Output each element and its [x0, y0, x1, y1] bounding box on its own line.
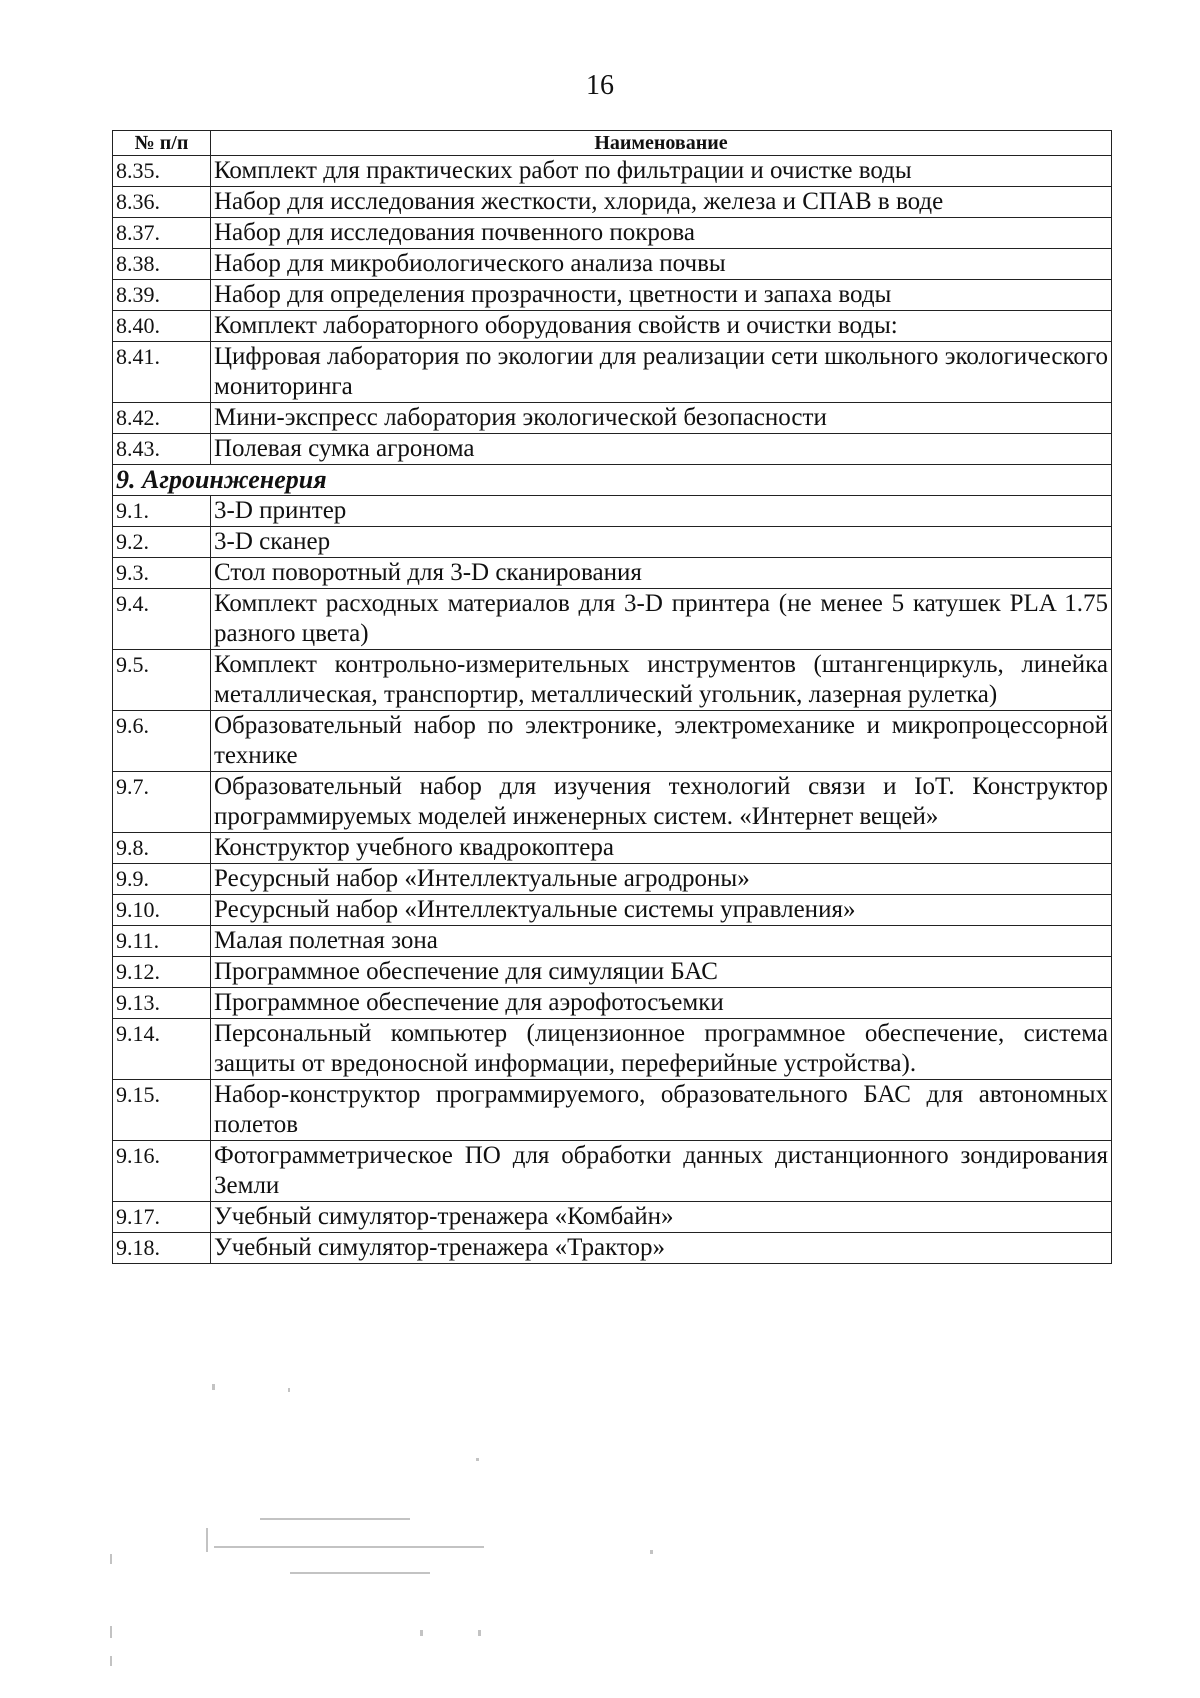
row-name: Фотограмметрическое ПО для обработки данных дистанционного зондирования Земли [211, 1141, 1112, 1202]
table-row [113, 187, 1112, 218]
row-num: 9.5. [113, 650, 211, 711]
row-num: 9.1. [113, 496, 211, 527]
table-row [113, 926, 1112, 957]
row-name: Программное обеспечение для симуляции БАС [211, 957, 1112, 988]
row-name: Персональный компьютер (лицензионное программное обеспечение, система защиты от вредоносной информации, переферийные устройства). [211, 1019, 1112, 1080]
row-num: 9.9. [113, 864, 211, 895]
table-row [113, 249, 1112, 280]
table-row [113, 311, 1112, 342]
row-name: Комплект лабораторного оборудования свойств и очистки воды: [211, 311, 1112, 342]
row-num: 9.13. [113, 988, 211, 1019]
row-name: Набор для исследования жесткости, хлорида, железа и СПАВ в воде [211, 187, 1112, 218]
row-name: Набор для исследования почвенного покрова [211, 218, 1112, 249]
row-num: 9.14. [113, 1019, 211, 1080]
row-num: 9.17. [113, 1202, 211, 1233]
table-row [113, 772, 1112, 833]
table-row [113, 1202, 1112, 1233]
section-row [113, 465, 1112, 496]
row-num: 9.12. [113, 957, 211, 988]
table-row [113, 403, 1112, 434]
row-name: Цифровая лаборатория по экологии для реализации сети школьного экологического мониторинга [211, 342, 1112, 403]
row-name: Набор-конструктор программируемого, образовательного БАС для автономных полетов [211, 1080, 1112, 1141]
row-num: 8.40. [113, 311, 211, 342]
table-row [113, 1141, 1112, 1202]
table-row [113, 589, 1112, 650]
table-body [113, 156, 1112, 1264]
row-num: 8.43. [113, 434, 211, 465]
table-row [113, 342, 1112, 403]
row-name: Комплект расходных материалов для 3-D принтера (не менее 5 катушек PLA 1.75 разного цвета) [211, 589, 1112, 650]
row-name: Программное обеспечение для аэрофотосъемки [211, 988, 1112, 1019]
table-row [113, 156, 1112, 187]
row-name: 3-D принтер [211, 496, 1112, 527]
row-name: Комплект для практических работ по фильтрации и очистке воды [211, 156, 1112, 187]
row-name: Набор для определения прозрачности, цветности и запаха воды [211, 280, 1112, 311]
header-num: № п/п [113, 131, 211, 156]
row-name: Комплект контрольно-измерительных инструментов (штангенциркуль, линейка металлическая, транспортир, металлический угольник, лазерная рулетка) [211, 650, 1112, 711]
table-row [113, 558, 1112, 589]
table-row [113, 864, 1112, 895]
header-name: Наименование [211, 131, 1112, 156]
table-row [113, 1233, 1112, 1264]
table-row [113, 218, 1112, 249]
row-name: Стол поворотный для 3-D сканирования [211, 558, 1112, 589]
row-num: 9.15. [113, 1080, 211, 1141]
table-row [113, 895, 1112, 926]
page-number: 16 [586, 70, 614, 101]
table-row [113, 650, 1112, 711]
row-num: 9.2. [113, 527, 211, 558]
row-num: 8.42. [113, 403, 211, 434]
row-num: 9.18. [113, 1233, 211, 1264]
table-row [113, 496, 1112, 527]
row-name: Учебный симулятор-тренажера «Трактор» [211, 1233, 1112, 1264]
table-row [113, 711, 1112, 772]
row-name: 3-D сканер [211, 527, 1112, 558]
row-num: 8.39. [113, 280, 211, 311]
table-row [113, 280, 1112, 311]
table-row [113, 957, 1112, 988]
table-row [113, 527, 1112, 558]
row-num: 9.10. [113, 895, 211, 926]
row-num: 8.38. [113, 249, 211, 280]
row-name: Набор для микробиологического анализа почвы [211, 249, 1112, 280]
row-name: Ресурсный набор «Интеллектуальные системы управления» [211, 895, 1112, 926]
equipment-table [112, 130, 1112, 1264]
row-name: Полевая сумка агронома [211, 434, 1112, 465]
row-name: Конструктор учебного квадрокоптера [211, 833, 1112, 864]
row-num: 9.8. [113, 833, 211, 864]
row-name: Учебный симулятор-тренажера «Комбайн» [211, 1202, 1112, 1233]
row-num: 9.3. [113, 558, 211, 589]
row-name: Образовательный набор по электронике, электромеханике и микропроцессорной технике [211, 711, 1112, 772]
table-row [113, 1019, 1112, 1080]
row-name: Ресурсный набор «Интеллектуальные агродроны» [211, 864, 1112, 895]
table-row [113, 833, 1112, 864]
row-name: Мини-экспресс лаборатория экологической безопасности [211, 403, 1112, 434]
table-row [113, 988, 1112, 1019]
section-heading: 9. Агроинженерия [113, 465, 1112, 496]
row-num: 8.37. [113, 218, 211, 249]
table-row [113, 434, 1112, 465]
row-num: 9.7. [113, 772, 211, 833]
row-num: 9.11. [113, 926, 211, 957]
row-name: Образовательный набор для изучения технологий связи и IoT. Конструктор программируемых моделей инженерных систем. «Интернет вещей» [211, 772, 1112, 833]
row-num: 9.4. [113, 589, 211, 650]
table-header-row [113, 131, 1112, 156]
row-num: 8.41. [113, 342, 211, 403]
row-num: 8.36. [113, 187, 211, 218]
scan-artifacts [0, 1360, 1200, 1680]
row-num: 8.35. [113, 156, 211, 187]
row-num: 9.16. [113, 1141, 211, 1202]
table-row [113, 1080, 1112, 1141]
row-name: Малая полетная зона [211, 926, 1112, 957]
row-num: 9.6. [113, 711, 211, 772]
